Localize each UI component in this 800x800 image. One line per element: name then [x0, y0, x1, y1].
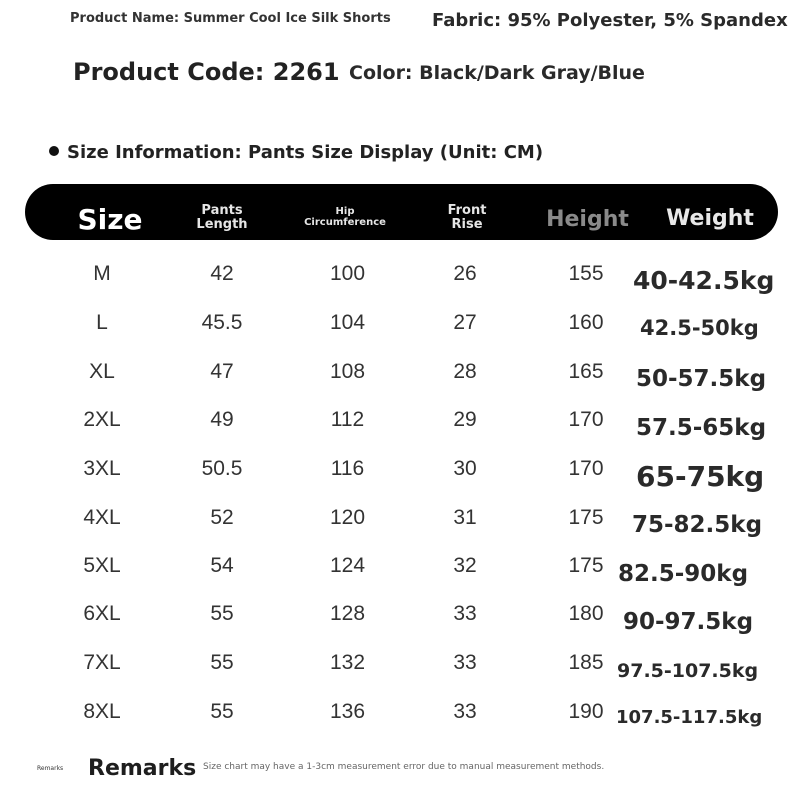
size-cell: L — [96, 311, 108, 334]
column-header-front-rise-line-1: Front — [447, 203, 487, 218]
size-cell: 5XL — [83, 554, 121, 577]
hip-cell: 132 — [329, 651, 366, 674]
size-cell: 6XL — [83, 602, 121, 625]
pants-length-cell: 45.5 — [201, 311, 243, 334]
column-header-hip-line-1: Hip — [335, 206, 355, 217]
pants-length-cell: 47 — [210, 360, 234, 383]
color-info: Color: Black/Dark Gray/Blue — [349, 62, 645, 84]
height-cell: 170 — [568, 408, 604, 431]
product-name: Product Name: Summer Cool Ice Silk Shorts — [70, 11, 391, 26]
fabric-info: Fabric: 95% Polyester, 5% Spandex — [432, 10, 788, 31]
weight-cell: 57.5-65kg — [636, 415, 767, 441]
size-cell: 3XL — [83, 457, 121, 480]
height-cell: 165 — [568, 360, 604, 383]
hip-cell: 108 — [329, 360, 366, 383]
front-rise-cell: 30 — [453, 457, 477, 480]
column-header-hip-line-2: Circumference — [304, 216, 386, 228]
weight-cell: 90-97.5kg — [623, 609, 754, 635]
height-cell: 185 — [568, 651, 604, 674]
weight-cell: 82.5-90kg — [618, 561, 749, 587]
size-cell: XL — [89, 360, 115, 383]
column-header-hip — [290, 207, 400, 228]
size-cell: 8XL — [83, 700, 121, 723]
front-rise-cell: 31 — [453, 506, 477, 529]
height-cell: 155 — [568, 262, 604, 285]
column-header-weight: Weight — [666, 206, 754, 231]
weight-cell: 97.5-107.5kg — [617, 660, 759, 682]
front-rise-cell: 28 — [453, 360, 477, 383]
front-rise-cell: 27 — [453, 311, 477, 334]
front-rise-cell: 33 — [453, 700, 477, 723]
bullet-icon — [49, 146, 59, 156]
column-header-pants-length-line-2: Length — [196, 216, 248, 232]
hip-cell: 112 — [330, 408, 365, 431]
size-cell: 7XL — [83, 651, 121, 674]
pants-length-cell: 42 — [210, 262, 234, 285]
weight-cell: 65-75kg — [636, 460, 765, 493]
size-cell: 4XL — [83, 506, 121, 529]
weight-cell: 40-42.5kg — [633, 266, 775, 295]
hip-cell: 128 — [329, 602, 366, 625]
column-header-pants-length — [182, 204, 262, 231]
weight-cell: 50-57.5kg — [636, 366, 767, 392]
pants-length-cell: 55 — [210, 651, 234, 674]
column-header-front-rise-line-2: Rise — [451, 216, 483, 232]
pants-length-cell: 50.5 — [201, 457, 243, 480]
front-rise-cell: 29 — [453, 408, 477, 431]
column-header-height: Height — [546, 207, 629, 232]
weight-cell: 107.5-117.5kg — [616, 707, 763, 728]
pants-length-cell: 55 — [210, 602, 234, 625]
pants-length-cell: 55 — [210, 700, 234, 723]
column-header-front-rise — [432, 204, 502, 231]
height-cell: 160 — [568, 311, 604, 334]
pants-length-cell: 52 — [210, 506, 234, 529]
hip-cell: 120 — [329, 506, 366, 529]
front-rise-cell: 32 — [453, 554, 477, 577]
hip-cell: 100 — [329, 262, 366, 285]
weight-cell: 42.5-50kg — [640, 316, 759, 340]
weight-cell: 75-82.5kg — [632, 512, 763, 538]
height-cell: 170 — [568, 457, 604, 480]
column-header-size: Size — [77, 203, 143, 236]
remarks-note: Size chart may have a 1-3cm measurement error due to manual measurement methods. — [203, 762, 605, 772]
hip-cell: 124 — [329, 554, 366, 577]
front-rise-cell: 33 — [453, 651, 477, 674]
height-cell: 175 — [568, 506, 604, 529]
pants-length-cell: 49 — [210, 408, 234, 431]
height-cell: 175 — [568, 554, 604, 577]
front-rise-cell: 33 — [453, 602, 477, 625]
remarks-small-label: Remarks — [37, 765, 64, 772]
product-code: Product Code: 2261 — [73, 58, 340, 86]
hip-cell: 116 — [330, 457, 365, 480]
size-cell: M — [93, 262, 111, 285]
hip-cell: 104 — [329, 311, 366, 334]
hip-cell: 136 — [329, 700, 366, 723]
pants-length-cell: 54 — [210, 554, 234, 577]
height-cell: 180 — [568, 602, 604, 625]
front-rise-cell: 26 — [453, 262, 477, 285]
height-cell: 190 — [568, 700, 604, 723]
column-header-pants-length-line-1: Pants — [201, 203, 243, 218]
size-cell: 2XL — [83, 408, 121, 431]
section-title: Size Information: Pants Size Display (Unit: CM) — [67, 142, 544, 163]
remarks-label: Remarks — [88, 756, 197, 781]
